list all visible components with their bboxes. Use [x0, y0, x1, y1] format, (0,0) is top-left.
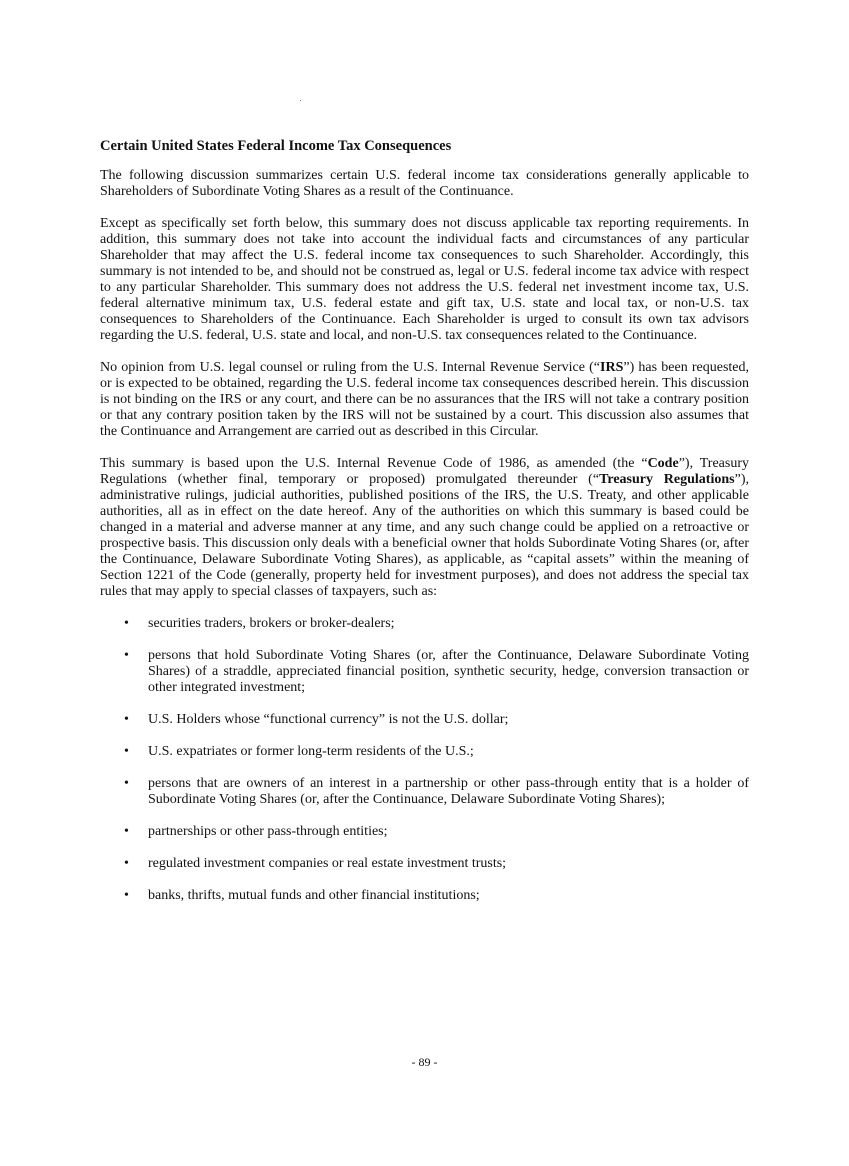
- stray-mark: [300, 100, 301, 101]
- list-item: • regulated investment companies or real estate investment trusts;: [100, 856, 749, 872]
- paragraph-authorities: This summary is based upon the U.S. Internal Revenue Code of 1986, as amended (the “Code”), Treasury Regulations (whether final, temporary or proposed) promulgated thereunder (“Treasury Regulations”), administrative rulings, judicial authorities, published positions of the IRS, the U.S. Treaty, and other applicable authorities, all as in effect on the date hereof. Any of the authorities on which this summary is based could be changed in a material and adverse manner at any time, and any such change could be applied on a retroactive or prospective basis. This discussion only deals with a beneficial owner that holds Subordinate Voting Shares (or, after the Continuance, Delaware Subordinate Voting Shares), as applicable, as “capital assets” within the meaning of Section 1221 of the Code (generally, property held for investment purposes), and does not address the special tax rules that may apply to special classes of taxpayers, such as:: [100, 456, 749, 599]
- taxpayer-class-list: [100, 616, 749, 904]
- paragraph-scope: Except as specifically set forth below, this summary does not discuss applicable tax reporting requirements. In addition, this summary does not take into account the individual facts and circumstances of any particular Shareholder that may affect the U.S. federal income tax consequences to such Shareholder. Accordingly, this summary is not intended to be, and should not be construed as, legal or U.S. federal income tax advice with respect to any particular Shareholder. This summary does not address the U.S. federal net investment income tax, U.S. federal alternative minimum tax, U.S. federal estate and gift tax, U.S. state and local tax, or non-U.S. tax consequences to Shareholders of the Continuance. Each Shareholder is urged to consult its own tax advisors regarding the U.S. federal, U.S. state and local, and non-U.S. tax consequences related to the Continuance.: [100, 216, 749, 343]
- defined-term-irs: IRS: [600, 360, 624, 375]
- defined-term-code: Code: [647, 456, 679, 471]
- page-number: - 89 -: [411, 1055, 438, 1069]
- defined-term-treasury-regulations: Treasury Regulations: [599, 472, 735, 487]
- section-heading: Certain United States Federal Income Tax Consequences: [100, 138, 452, 154]
- list-item: • securities traders, brokers or broker-dealers;: [100, 616, 749, 632]
- list-item: • U.S. Holders whose “functional currency” is not the U.S. dollar;: [100, 712, 749, 728]
- paragraph-intro: The following discussion summarizes certain U.S. federal income tax considerations generally applicable to Shareholders of Subordinate Voting Shares as a result of the Continuance.: [100, 168, 749, 199]
- document-page: [100, 138, 749, 920]
- list-item: • partnerships or other pass-through entities;: [100, 824, 749, 840]
- list-item: • persons that hold Subordinate Voting Shares (or, after the Continuance, Delaware Subordinate Voting Shares) of a straddle, appreciated financial position, synthetic security, hedge, conversion transaction or other integrated investment;: [100, 648, 749, 696]
- list-item: • banks, thrifts, mutual funds and other financial institutions;: [100, 888, 749, 904]
- list-item: • U.S. expatriates or former long-term residents of the U.S.;: [100, 744, 749, 760]
- paragraph-irs-opinion: No opinion from U.S. legal counsel or ruling from the U.S. Internal Revenue Service (“IRS”) has been requested, or is expected to be obtained, regarding the U.S. federal income tax consequences described herein. This discussion is not binding on the IRS or any court, and there can be no assurances that the IRS will not take a contrary position or that any contrary position taken by the IRS will not be sustained by a court. This discussion also assumes that the Continuance and Arrangement are carried out as described in this Circular.: [100, 360, 750, 439]
- list-item: • persons that are owners of an interest in a partnership or other pass-through entity that is a holder of Subordinate Voting Shares (or, after the Continuance, Delaware Subordinate Voting Shares);: [100, 776, 749, 808]
